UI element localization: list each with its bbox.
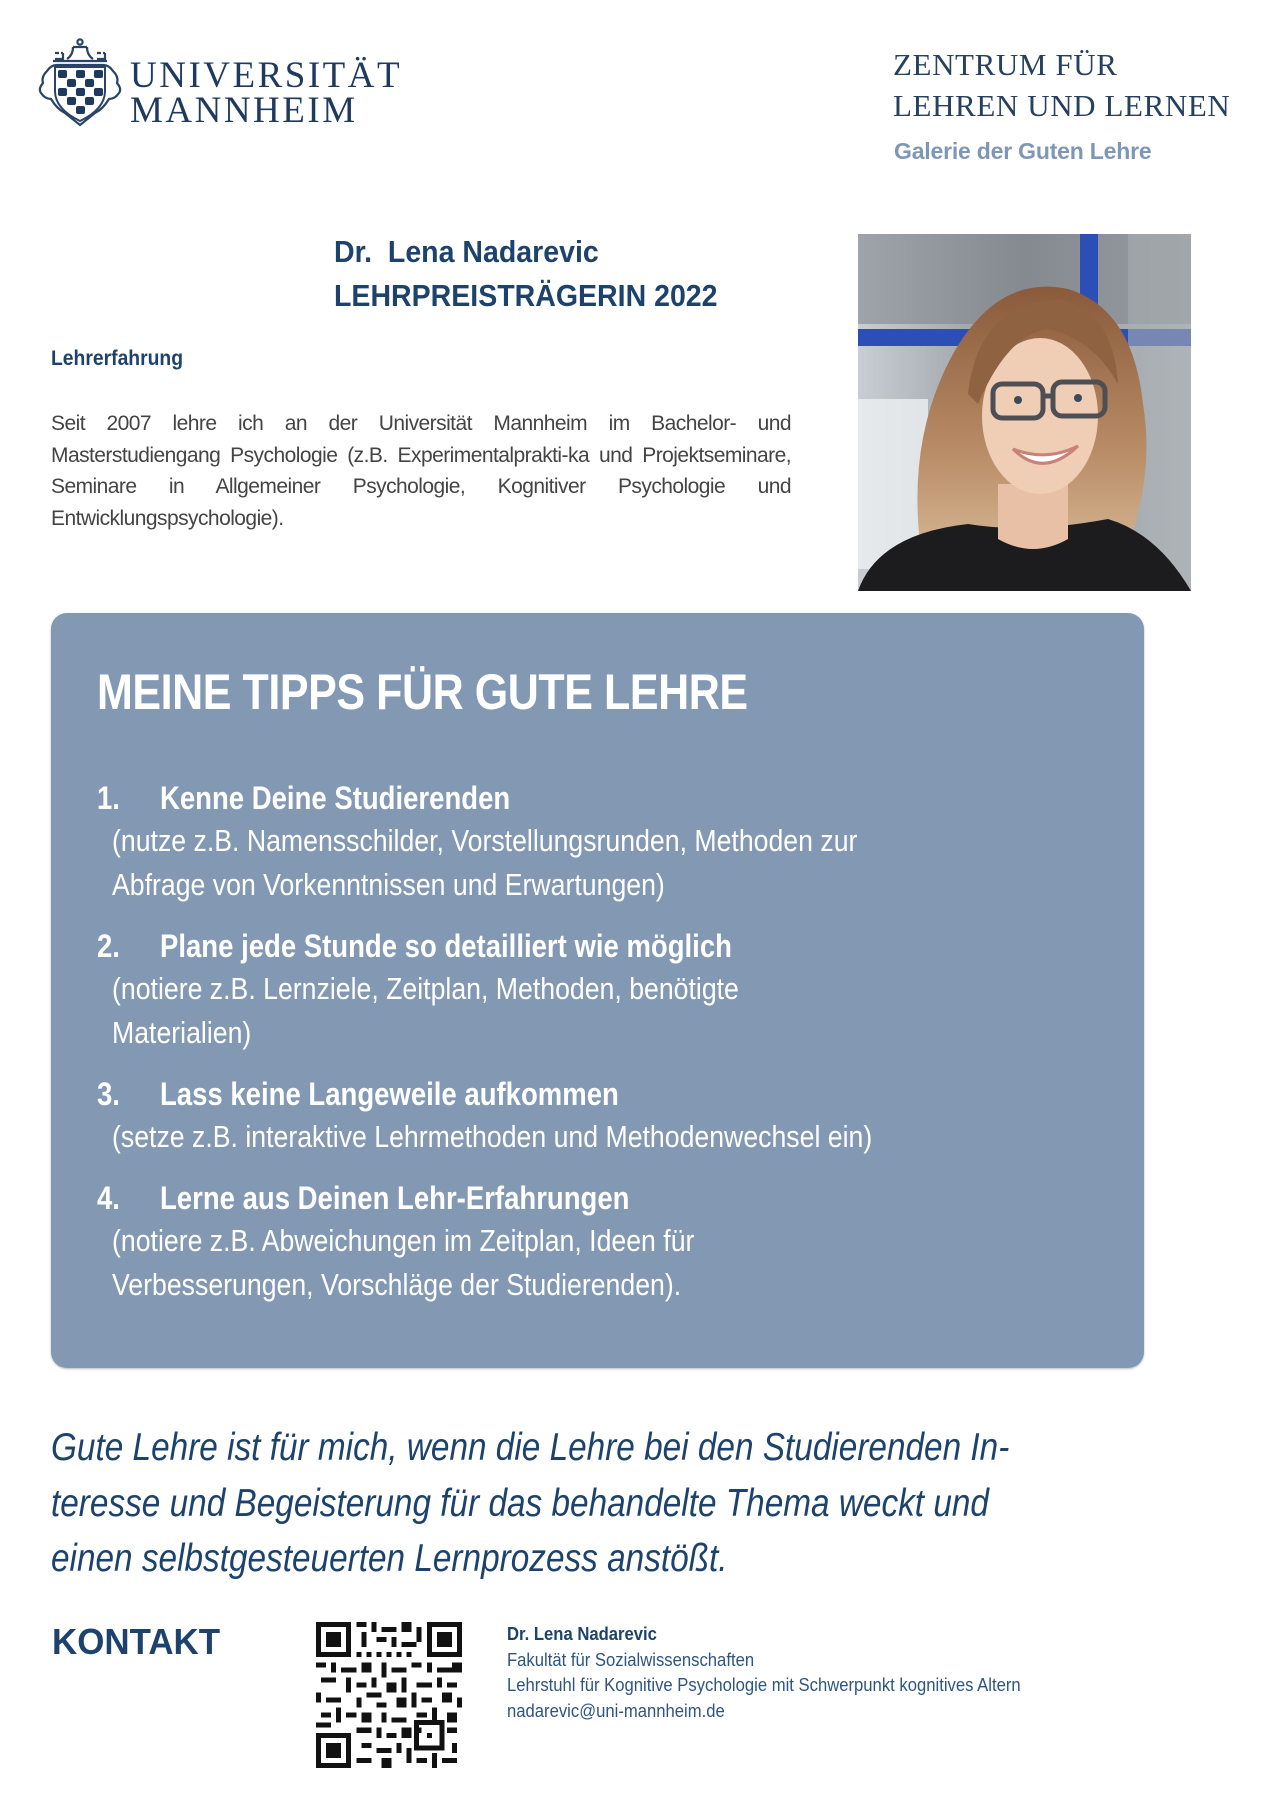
wordmark-line-2: MANNHEIM: [130, 90, 358, 131]
tips-title: [97, 663, 854, 721]
tip-description: [112, 819, 979, 907]
tip-description: [112, 967, 841, 1055]
experience-heading: [51, 347, 195, 371]
contact-heading: [52, 1621, 225, 1663]
tip-description-line: Verbesserungen, Vorschläge der Studierenden).: [112, 1267, 682, 1302]
tips-title-text: MEINE TIPPS FÜR GUTE LEHRE: [97, 664, 748, 720]
quote-line: teresse und Begeisterung für das behandelte Thema weckt und: [51, 1481, 989, 1525]
experience-heading-text: Lehrerfahrung: [51, 347, 184, 370]
center-name-line-1: ZENTRUM FÜR: [893, 47, 1118, 82]
tip-number: 1.: [97, 780, 120, 816]
university-crest-icon: [33, 35, 127, 129]
tip-description-line: Materialien): [112, 1015, 252, 1050]
center-name-line-2: LEHREN UND LERNEN: [893, 88, 1231, 123]
tip-number: 3.: [97, 1076, 120, 1112]
gallery-subtitle: Galerie der Guten Lehre: [894, 138, 1152, 164]
tip-title: Lerne aus Deinen Lehr-Erfahrungen: [160, 1180, 630, 1216]
tips-panel: [51, 613, 1144, 1368]
university-wordmark: [130, 55, 403, 131]
tip-number: 2.: [97, 928, 120, 964]
awardee-name: Dr. Lena Nadarevic: [334, 234, 599, 269]
experience-paragraph: Seit 2007 lehre ich an der Universität Mannheim im Bachelor- und Masterstudiengang Psychologie (z.B. Experimentalprakti-ka und Projektseminare, Seminare in Allgemeiner Psychologie, Kognitiver Psychologie und Entwicklungspsychologie).: [51, 412, 791, 530]
award-title: LEHRPREISTRÄGERIN 2022: [334, 278, 718, 313]
tip-item: [97, 778, 979, 907]
quote-line: Gute Lehre ist für mich, wenn die Lehre bei den Studierenden In-: [51, 1426, 1010, 1469]
tip-description-line: (nutze z.B. Namensschilder, Vorstellungsrunden, Methoden zur: [112, 823, 858, 858]
contact-chair: Lehrstuhl für Kognitive Psychologie mit Schwerpunkt kognitives Altern: [507, 1674, 1021, 1695]
center-name: [893, 44, 1230, 126]
qr-code-icon[interactable]: [316, 1622, 462, 1768]
contact-email-link[interactable]: nadarevic@uni-mannheim.de: [507, 1699, 725, 1721]
tip-title: Kenne Deine Studierenden: [160, 780, 511, 816]
contact-name: Dr. Lena Nadarevic: [507, 1623, 657, 1644]
teaching-quote: [51, 1420, 1172, 1587]
contact-details: [507, 1621, 1078, 1723]
tip-description-line: (notiere z.B. Abweichungen im Zeitplan, Ideen für: [112, 1223, 695, 1258]
awardee-heading: [334, 230, 751, 318]
tip-description: [112, 1115, 996, 1159]
wordmark-line-1: UNIVERSITÄT: [130, 55, 403, 96]
tip-description-line: (notiere z.B. Lernziele, Zeitplan, Methoden, benötigte: [112, 971, 739, 1006]
portrait-photo: [858, 234, 1191, 591]
contact-heading-text: KONTAKT: [52, 1621, 221, 1662]
tip-description-line: (setze z.B. interaktive Lehrmethoden und Methodenwechsel ein): [112, 1119, 873, 1154]
tip-description-line: Abfrage von Vorkenntnissen und Erwartungen): [112, 867, 665, 902]
tip-number: 4.: [97, 1180, 120, 1216]
tip-description: [112, 1219, 789, 1307]
contact-faculty: Fakultät für Sozialwissenschaften: [507, 1648, 755, 1670]
tip-item: [97, 1074, 996, 1159]
tip-title: Lass keine Langeweile aufkommen: [160, 1076, 619, 1112]
tip-item: [97, 926, 841, 1055]
tip-title: Plane jede Stunde so detailliert wie möglich: [160, 928, 732, 964]
quote-line: einen selbstgesteuerten Lernprozess anstößt.: [51, 1537, 728, 1580]
tip-item: [97, 1178, 789, 1307]
